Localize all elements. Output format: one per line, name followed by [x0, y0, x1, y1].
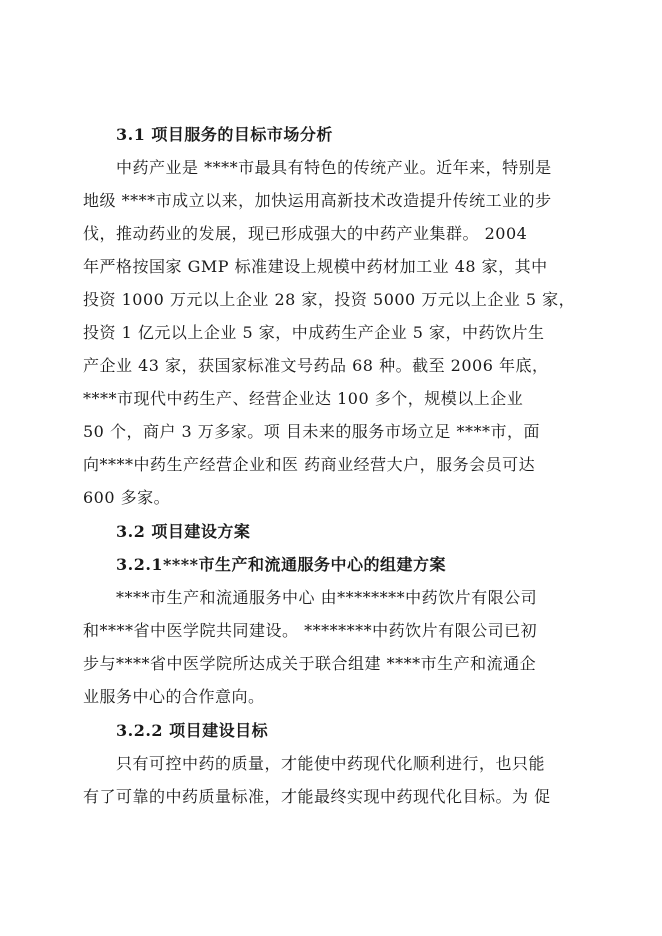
paragraph-line: 有了可靠的中药质量标准，才能最终实现中药现代化目标。为 促 — [83, 787, 551, 806]
section-heading-3-2-2: 3.2.2 项目建设目标 — [116, 721, 269, 740]
paragraph-line: 只有可控中药的质量，才能使中药现代化顺利进行，也只能 — [116, 754, 546, 773]
paragraph-line: 业服务中心的合作意向。 — [83, 687, 265, 706]
section-heading-3-2-1: 3.2.1****市生产和流通服务中心的组建方案 — [116, 555, 447, 574]
paragraph-line: 和****省中医学院共同建设。 ********中药饮片有限公司已初 — [83, 621, 538, 640]
section-heading-3-1: 3.1 项目服务的目标市场分析 — [116, 125, 333, 144]
section-heading-3-2: 3.2 项目建设方案 — [116, 522, 251, 541]
paragraph-line: 年严格按国家 GMP 标准建设上规模中药材加工业 48 家，其中 — [83, 257, 548, 276]
paragraph-line: 投资 1000 万元以上企业 28 家，投资 5000 万元以上企业 5 家， — [83, 290, 576, 309]
paragraph-line: ****市生产和流通服务中心 由********中药饮片有限公司 — [116, 588, 538, 607]
paragraph-line: 伐，推动药业的发展，现已形成强大的中药产业集群。 2004 — [83, 224, 528, 243]
paragraph-line: 投资 1 亿元以上企业 5 家，中成药生产企业 5 家，中药饮片生 — [83, 323, 545, 342]
paragraph-line: 地级 ****市成立以来，加快运用高新技术改造提升传统工业的步 — [83, 191, 552, 210]
paragraph-line: 产企业 43 家，获国家标准文号药品 68 种。截至 2006 年底， — [83, 356, 549, 375]
paragraph-line: 中药产业是 ****市最具有特色的传统产业。近年来，特别是 — [116, 158, 552, 177]
paragraph-line: 600 多家。 — [83, 488, 171, 507]
paragraph-line: 步与****省中医学院所达成关于联合组建 ****市生产和流通企 — [83, 654, 537, 673]
paragraph-line: ****市现代中药生产、经营企业达 100 多个，规模以上企业 — [83, 389, 524, 408]
paragraph-line: 50 个，商户 3 万多家。项 目未来的服务市场立足 ****市，面 — [83, 422, 540, 441]
paragraph-line: 向****中药生产经营企业和医 药商业经营大户，服务会员可达 — [83, 455, 536, 474]
